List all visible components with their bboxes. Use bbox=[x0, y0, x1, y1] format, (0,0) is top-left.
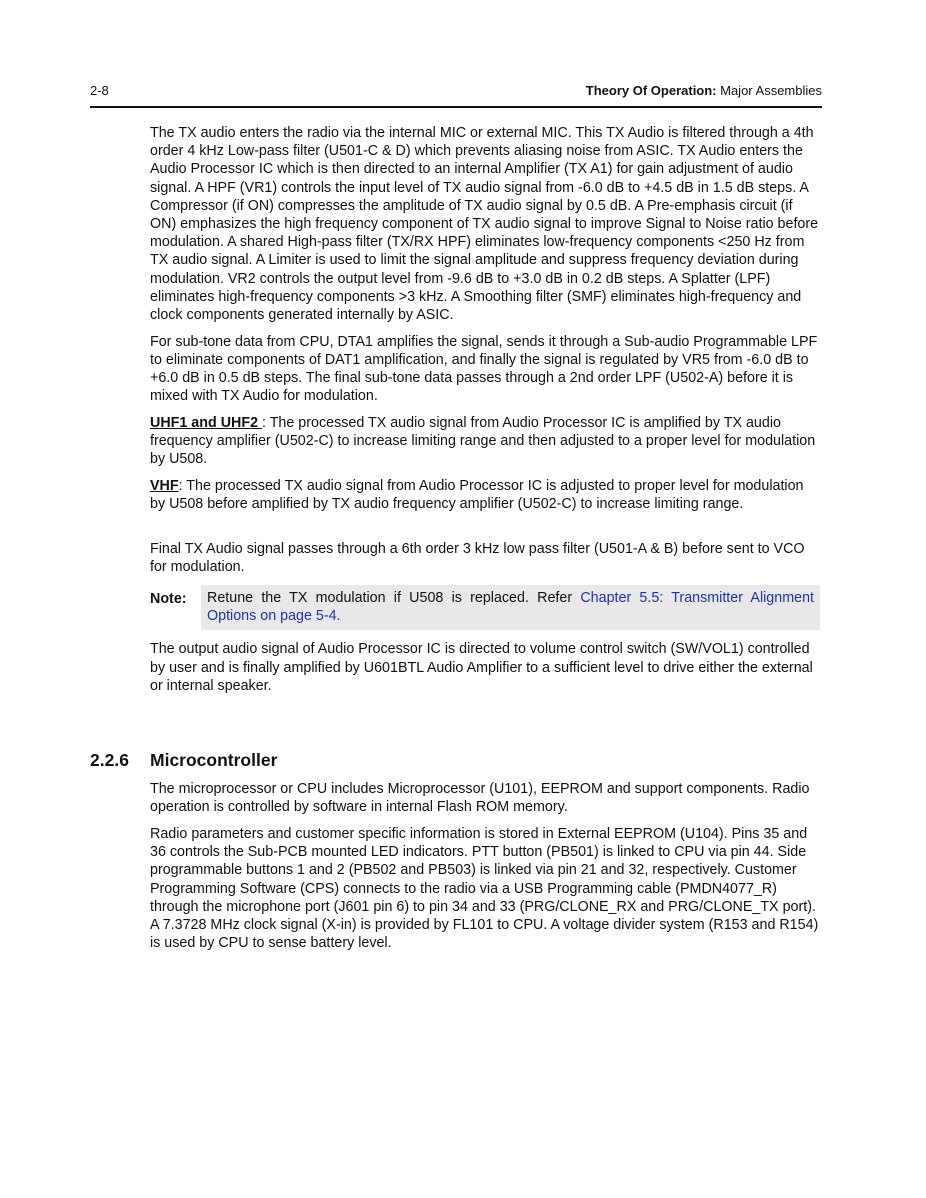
paragraph-final-tx: Final TX Audio signal passes through a 6th order 3 kHz low pass filter (U501-A & B) before sent to VCO for modulation. bbox=[150, 541, 805, 576]
spacer bbox=[150, 522, 822, 540]
running-title-bold: Theory Of Operation: bbox=[585, 83, 717, 98]
section-text bbox=[150, 780, 822, 961]
paragraph-uhf bbox=[150, 414, 822, 469]
uhf-text: : The processed TX audio signal from Audio Processor IC is amplified by TX audio frequency amplifier (U502-C) to increase limiting range and then adjusted to a proper level for modulation by U508. bbox=[150, 415, 816, 468]
section-number: 2.2.6 bbox=[90, 750, 129, 770]
vhf-label: VHF bbox=[150, 478, 179, 495]
paragraph-microprocessor: The microprocessor or CPU includes Microprocessor (U101), EEPROM and support components. Radio operation is controlled by software in internal Flash ROM memory. bbox=[150, 781, 810, 816]
running-title-rest: Major Assemblies bbox=[716, 83, 822, 98]
note bbox=[150, 585, 822, 630]
paragraph-sub-tone: For sub-tone data from CPU, DTA1 amplifies the signal, sends it through a Sub-audio Programmable LPF to eliminate components of DAT1 amplification, and finally the signal is regulated by VR5 from -6.0 dB to +6.0 dB in 0.5 dB steps. The final sub-tone data passes through a 2nd order LPF (U502-A) before it is mixed with TX Audio for modulation. bbox=[150, 333, 818, 405]
page-header bbox=[90, 83, 822, 101]
header-rule bbox=[90, 106, 822, 108]
vhf-text: : The processed TX audio signal from Audio Processor IC is adjusted to proper level for modulation by U508 before amplified by TX audio frequency amplifier (U502-C) to increase limiting range. bbox=[150, 478, 804, 513]
section-title: Microcontroller bbox=[150, 750, 278, 770]
paragraph-radio-parameters: Radio parameters and customer specific information is stored in External EEPROM (U104). Pins 35 and 36 controls the Sub-PCB mounted LED indicators. PTT button (PB501) is linked to CPU via pin 44. Side programmable buttons 1 and 2 (PB502 and PB503) is linked via pin 21 and 32, respectively. Customer Programming Software (CPS) connects to the radio via a USB Programming cable (PMDN4077_R) through the microphone port (J601 pin 6) to pin 34 and 33 (PRG/CLONE_RX and PRG/CLONE_TX port). A 7.3728 MHz clock signal (X-in) is provided by FL101 to CPU. A voltage divider system (R153 and R154) is used by CPU to sense battery level. bbox=[150, 825, 819, 952]
note-box bbox=[201, 585, 820, 630]
paragraph-output-audio: The output audio signal of Audio Processor IC is directed to volume control switch (SW/VOL1) controlled by user and is finally amplified by U601BTL Audio Amplifier to a sufficient level to drive either the external or internal speaker. bbox=[150, 641, 813, 694]
paragraph-vhf bbox=[150, 477, 822, 513]
running-title bbox=[586, 83, 822, 98]
uhf-label: UHF1 and UHF2 bbox=[150, 415, 263, 432]
paragraph-tx-audio: The TX audio enters the radio via the internal MIC or external MIC. This TX Audio is filtered through a 4th order 4 kHz Low-pass filter (U501-C & D) which prevents aliasing noise from ASIC. TX Audio enters the Audio Processor IC which is then directed to an internal Amplifier (TX A1) for gain adjustment of audio signal. A HPF (VR1) controls the input level of TX audio signal from -6.0 dB to +4.5 dB in 1.5 dB steps. A Compressor (if ON) compresses the amplitude of TX audio signal by 0.5 dB. A Pre-emphasis circuit (if ON) emphasizes the high frequency component of TX audio signal to improve Signal to Noise ratio before modulation. A shared High-pass filter (TX/RX HPF) eliminates low-frequency components <250 Hz from TX audio signal. A Limiter is used to limit the signal amplitude and suppress frequency deviation during modulation. VR2 controls the output level from -9.6 dB to +3.0 dB in 0.2 dB steps. A Splatter (LPF) eliminates high-frequency components >3 kHz. A Smoothing filter (SMF) eliminates high-frequency and clock components generated internally by ASIC. bbox=[150, 125, 819, 324]
note-label: Note: bbox=[150, 590, 187, 607]
note-link[interactable]: Chapter 5.5: Transmitter Alignment Options on page 5-4. bbox=[207, 589, 814, 625]
main-text bbox=[150, 124, 822, 703]
section-heading bbox=[90, 750, 822, 772]
page-number: 2-8 bbox=[90, 83, 109, 98]
note-text: Retune the TX modulation if U508 is replaced. Refer bbox=[207, 589, 581, 606]
